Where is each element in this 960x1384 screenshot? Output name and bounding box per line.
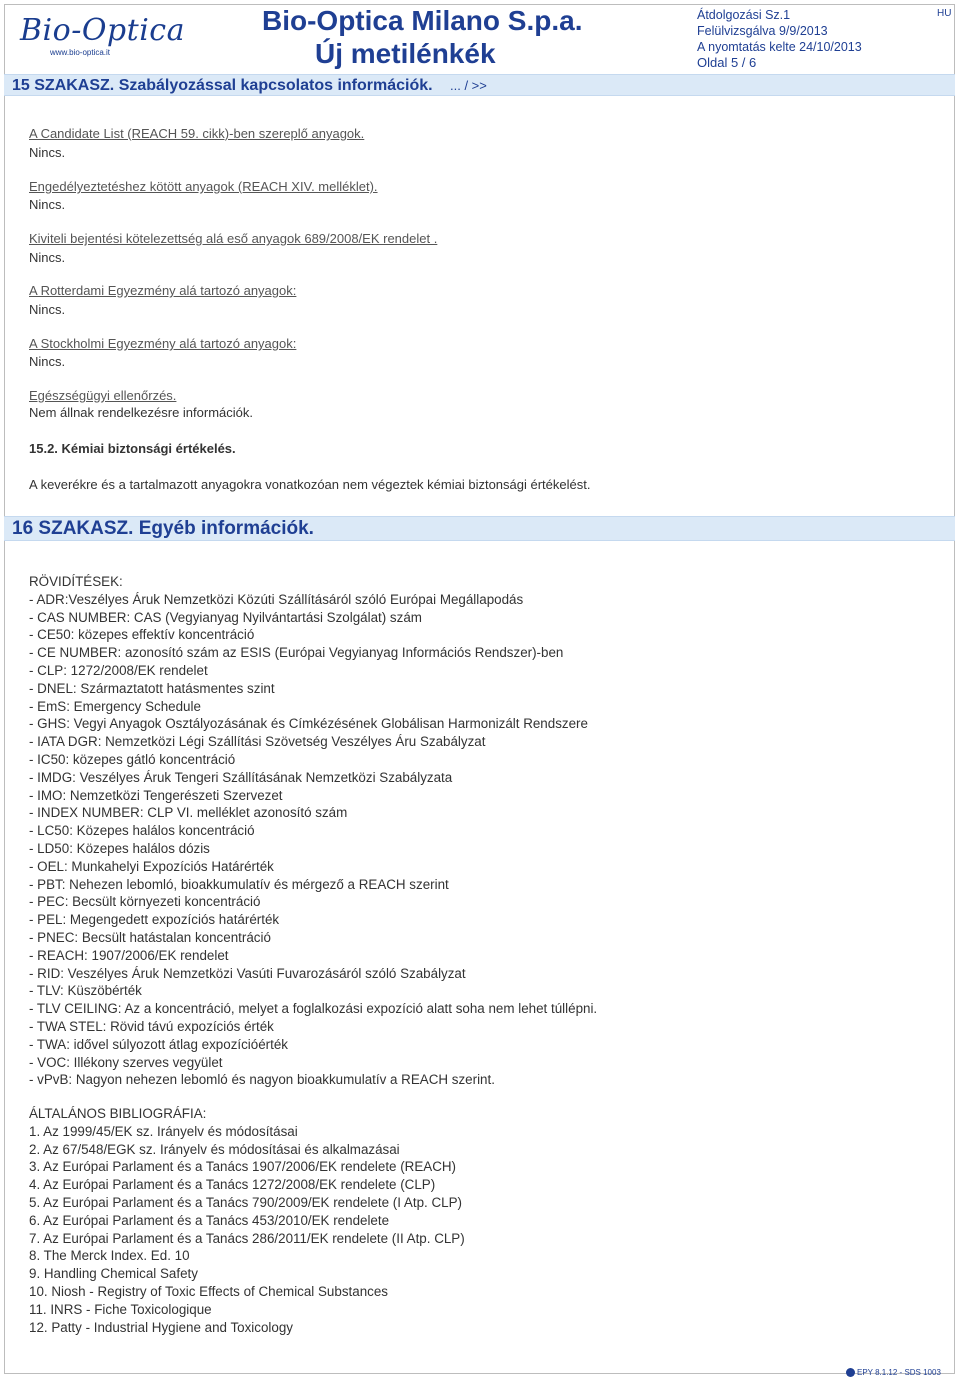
bibliography-item: 10. Niosh - Registry of Toxic Effects of Chemical Substances [29, 1283, 388, 1299]
section-16-title: 16 SZAKASZ. Egyéb információk. [12, 518, 314, 539]
company-logo [20, 14, 185, 64]
footer-logo-icon [846, 1368, 855, 1377]
abbreviation-item: - TLV: Küszöbérték [29, 983, 142, 999]
abbreviations-list [29, 591, 597, 1089]
stockholm-value: Nincs. [29, 354, 66, 369]
bibliography-item: 4. Az Európai Parlament és a Tanács 1272/2008/EK rendelete (CLP) [29, 1177, 436, 1193]
abbreviation-item: - LC50: Közepes halálos koncentráció [29, 823, 255, 839]
print-date: A nyomtatás kelte 24/10/2013 [697, 40, 862, 54]
logo-text: Bio-Optica [20, 13, 185, 48]
abbreviation-item: - EmS: Emergency Schedule [29, 698, 201, 714]
bibliography-item: 3. Az Európai Parlament és a Tanács 1907/2006/EK rendelete (REACH) [29, 1159, 457, 1175]
abbreviation-item: - INDEX NUMBER: CLP VI. melléklet azonosító szám [29, 805, 348, 821]
company-name: Bio-Optica Milano S.p.a. [262, 5, 583, 36]
document-meta [697, 7, 862, 71]
review-date: Felülvizsgálva 9/9/2013 [697, 24, 828, 38]
bibliography-item: 2. Az 67/548/EGK sz. Irányelv és módosításai és alkalmazásai [29, 1141, 400, 1157]
document-title: Új metilénkék [315, 38, 496, 69]
footer-text: EPY 8.1.12 - SDS 1003 [857, 1368, 941, 1377]
continuation-marker: ... / >> [450, 78, 487, 93]
bibliography-item: 8. The Merck Index. Ed. 10 [29, 1248, 190, 1264]
abbreviation-item: - vPvB: Nagyon nehezen lebomló és nagyon bioakkumulatív a REACH szerint. [29, 1072, 495, 1088]
abbreviation-item: - REACH: 1907/2006/EK rendelet [29, 947, 229, 963]
abbreviation-item: - ADR:Veszélyes Áruk Nemzetközi Közúti Szállításáról szóló Európai Megállapodás [29, 591, 524, 607]
abbreviations-heading: RÖVIDÍTÉSEK: [29, 574, 123, 589]
abbreviation-item: - TLV CEILING: Az a koncentráció, melyet a foglalkozási expozíció alatt soha nem lehet túllépni. [29, 1001, 598, 1017]
section-15-header [4, 74, 955, 96]
health-surveillance-label: Egészségügyi ellenőrzés. [29, 388, 177, 403]
export-label: Kiviteli bejentési kötelezettség alá eső anyagok 689/2008/EK rendelet . [29, 231, 438, 246]
abbreviation-item: - RID: Veszélyes Áruk Nemzetközi Vasúti Fuvarozásáról szóló Szabályzat [29, 965, 466, 981]
abbreviation-item: - CAS NUMBER: CAS (Vegyianyag Nyilvántartási Szolgálat) szám [29, 609, 422, 625]
abbreviation-item: - TWA: idővel súlyozott átlag expozícióérték [29, 1036, 288, 1052]
chemical-safety-heading: 15.2. Kémiai biztonsági értékelés. [29, 441, 236, 456]
abbreviation-item: - IC50: közepes gátló koncentráció [29, 751, 236, 767]
abbreviations-block [29, 573, 597, 1089]
abbreviation-item: - PEL: Megengedett expozíciós határérték [29, 912, 280, 928]
abbreviation-item: - LD50: Közepes halálos dózis [29, 840, 210, 856]
bibliography-item: 11. INRS - Fiche Toxicologique [29, 1301, 212, 1317]
abbreviation-item: - DNEL: Származtatott hatásmentes szint [29, 680, 275, 696]
language-code: HU [937, 8, 952, 19]
bibliography-item: 6. Az Európai Parlament és a Tanács 453/2010/EK rendelete [29, 1212, 390, 1228]
bibliography-item: 7. Az Európai Parlament és a Tanács 286/2011/EK rendelete (II Atp. CLP) [29, 1230, 465, 1246]
abbreviation-item: - VOC: Illékony szerves vegyület [29, 1054, 223, 1070]
section-15-title: 15 SZAKASZ. Szabályozással kapcsolatos információk. [12, 77, 433, 94]
abbreviation-item: - PNEC: Becsült hatástalan koncentráció [29, 929, 271, 945]
abbreviation-item: - CLP: 1272/2008/EK rendelet [29, 662, 208, 678]
export-value: Nincs. [29, 250, 66, 265]
stockholm-label: A Stockholmi Egyezmény alá tartozó anyagok: [29, 336, 297, 351]
rotterdam-value: Nincs. [29, 302, 66, 317]
abbreviation-item: - OEL: Munkahelyi Expozíciós Határérték [29, 858, 274, 874]
abbreviation-item: - IATA DGR: Nemzetközi Légi Szállítási Szövetség Veszélyes Áru Szabályzat [29, 734, 486, 750]
bibliography-heading: ÁLTALÁNOS BIBLIOGRÁFIA: [29, 1106, 207, 1121]
abbreviation-item: - IMO: Nemzetközi Tengerészeti Szervezet [29, 787, 283, 803]
abbreviation-item: - CE NUMBER: azonosító szám az ESIS (Európai Vegyianyag Információs Rendszer)-ben [29, 645, 564, 661]
rotterdam-label: A Rotterdami Egyezmény alá tartozó anyagok: [29, 283, 297, 298]
abbreviation-item: - TWA STEL: Rövid távú expozíciós érték [29, 1018, 274, 1034]
abbreviation-item: - IMDG: Veszélyes Áruk Tengeri Szállításának Nemzetközi Szabályzata [29, 769, 453, 785]
abbreviation-item: - PBT: Nehezen lebomló, bioakkumulatív és mérgező a REACH szerint [29, 876, 449, 892]
authorisation-value: Nincs. [29, 197, 66, 212]
authorisation-label: Engedélyeztetéshez kötött anyagok (REACH XIV. melléklet). [29, 179, 378, 194]
candidate-list-label: A Candidate List (REACH 59. cikk)-ben szereplő anyagok. [29, 126, 365, 141]
revision-number: Átdolgozási Sz.1 [697, 8, 791, 22]
bibliography-item: 12. Patty - Industrial Hygiene and Toxicology [29, 1319, 293, 1335]
chemical-safety-text: A keverékre és a tartalmazott anyagokra vonatkozóan nem végeztek kémiai biztonsági értékelést. [29, 477, 591, 492]
bibliography-item: 5. Az Európai Parlament és a Tanács 790/2009/EK rendelete (I Atp. CLP) [29, 1194, 462, 1210]
bibliography-list [29, 1123, 465, 1337]
footer [846, 1368, 941, 1377]
bibliography-item: 9. Handling Chemical Safety [29, 1266, 198, 1282]
abbreviation-item: - PEC: Becsült környezeti koncentráció [29, 894, 261, 910]
section-16-header [4, 516, 955, 541]
bibliography-item: 1. Az 1999/45/EK sz. Irányelv és módosításai [29, 1123, 298, 1139]
abbreviation-item: - GHS: Vegyi Anyagok Osztályozásának és Címkézésének Globálisan Harmonizált Rendszere [29, 716, 588, 732]
candidate-list-value: Nincs. [29, 145, 66, 160]
page-number: Oldal 5 / 6 [697, 55, 757, 70]
logo-url: www.bio-optica.it [50, 48, 111, 57]
bibliography-block [29, 1105, 465, 1336]
abbreviation-item: - CE50: közepes effektív koncentráció [29, 627, 255, 643]
health-surveillance-value: Nem állnak rendelkezésre információk. [29, 405, 253, 420]
